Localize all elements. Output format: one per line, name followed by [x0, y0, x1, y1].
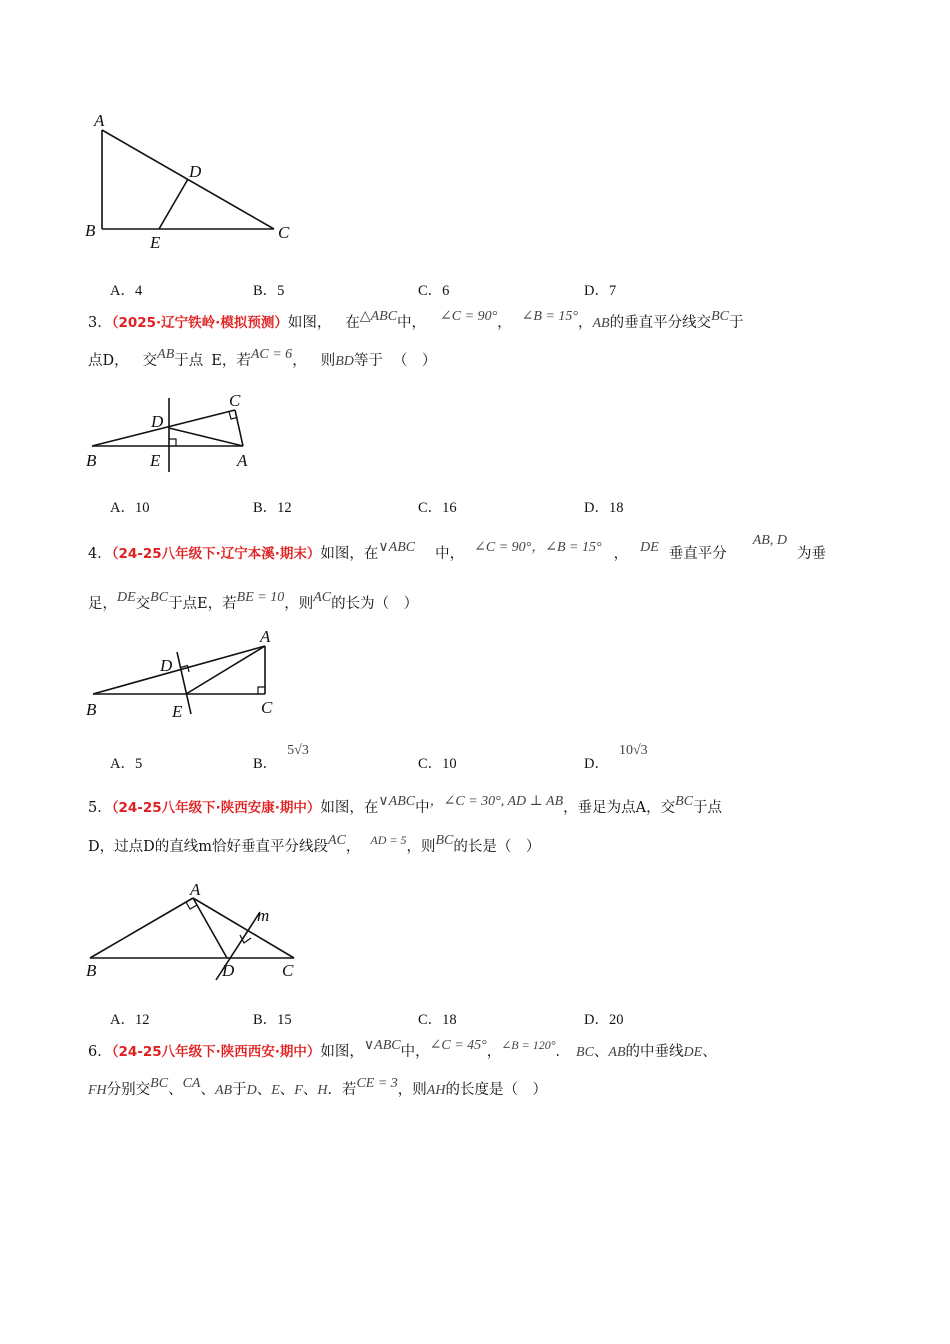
segment-ea [186, 646, 265, 694]
label-d: D [222, 961, 235, 980]
segment-ad [193, 898, 227, 958]
option-d[interactable]: D．7 [584, 283, 617, 299]
segment-ca [235, 410, 243, 446]
segment-ba [90, 898, 193, 958]
option-a[interactable]: A．4 [110, 283, 143, 299]
option-b[interactable]: B．15 [253, 1012, 292, 1028]
label-d: D [189, 162, 202, 181]
label-a: A [190, 880, 201, 899]
option-c[interactable]: C．6 [418, 283, 450, 299]
option-a[interactable]: A．5 [110, 756, 143, 772]
label-m: m [257, 906, 270, 925]
option-c[interactable]: C．16 [418, 500, 457, 516]
q5-source: （24-25八年级下·陕西安康·期中） [111, 800, 321, 816]
label-b: B [85, 221, 96, 240]
label-e: E [172, 702, 183, 721]
option-c[interactable]: C．10 [418, 756, 457, 772]
q6-source: （24-25八年级下·陕西西安·期中） [111, 1044, 321, 1060]
label-d: D [160, 656, 173, 675]
segment-da [169, 428, 243, 446]
q4-source: （24-25八年级下·辽宁本溪·期末） [111, 546, 321, 562]
figure-q3 [80, 388, 270, 473]
label-b: B [86, 961, 97, 980]
label-c: C [261, 698, 273, 717]
q4-line2: 足，DE交BC于点E，若BE = 10，则AC的长为（ ） [88, 590, 419, 612]
right-angle-c [258, 687, 265, 694]
q5-number: 5． [88, 800, 112, 816]
q3-source: （2025·辽宁铁岭·模拟预测） [111, 315, 288, 331]
q3-line1: 3．（2025·辽宁铁岭·模拟预测）如图， 在△ABC中， ∠C = 90°， ∠B = 15°，AB的垂直平分线交BC于 [88, 309, 744, 331]
label-c: C [278, 223, 290, 242]
label-a: A [237, 451, 248, 470]
q4-line1: 4．（24-25八年级下·辽宁本溪·期末）如图，在∨ABC 中， ∠C = 90°，∠B = 15° ， DE 垂直平分AB, D为垂 [88, 533, 826, 562]
figure-q4 [80, 626, 290, 721]
label-b: B [86, 451, 97, 470]
segment-bc [92, 410, 235, 446]
right-angle-e [169, 439, 176, 446]
q6-line2: FH分别交BC、CA、AB于D、E、F、H．若CE = 3，则AH的长度是（ ） [88, 1076, 547, 1098]
option-d-math: 10√3 [618, 743, 648, 758]
segment-ac [193, 898, 294, 958]
option-a[interactable]: A．12 [110, 1012, 150, 1028]
q6-line1: 6．（24-25八年级下·陕西西安·期中）如图，∨ABC中，∠C = 45°，$^{\angle B = 120^\circ}$． BC、AB的中垂线DE、 [88, 1038, 717, 1060]
label-d: D [151, 412, 164, 431]
q6-number: 6． [88, 1044, 112, 1060]
option-b[interactable]: B．5 [253, 283, 285, 299]
option-d[interactable]: D．10√3 [584, 743, 648, 772]
option-c[interactable]: C．18 [418, 1012, 457, 1028]
q5-line1: 5．（24-25八年级下·陕西安康·期中）如图，在∨ABC中，∠C = 30°, AD ⊥ AB，垂足为点A，交BC于点 [88, 794, 723, 816]
label-c: C [229, 391, 241, 410]
figure-q2 [80, 108, 310, 253]
q5-line2: D，过点D的直线m恰好垂直平分线段AC， $^{AD = 5}$，则BC的长是（ ） [88, 833, 541, 855]
q4-number: 4． [88, 546, 112, 562]
segment-de [159, 179, 188, 229]
option-a[interactable]: A．10 [110, 500, 150, 516]
q3-line2: 点D， 交AB于点 E，若AC = 6， 则BD等于 （ ） [88, 347, 437, 369]
label-c: C [282, 961, 294, 980]
label-e: E [150, 451, 161, 470]
label-e: E [150, 233, 161, 252]
option-b[interactable]: B．5√3 [253, 743, 309, 772]
option-d[interactable]: D．20 [584, 1012, 624, 1028]
option-b-math: 5√3 [287, 743, 309, 758]
segment-ba [93, 646, 265, 694]
label-b: B [86, 700, 97, 719]
figure-q5 [80, 876, 310, 981]
q3-number: 3． [88, 315, 112, 331]
option-d[interactable]: D．18 [584, 500, 624, 516]
label-a: A [94, 111, 105, 130]
option-b[interactable]: B．12 [253, 500, 292, 516]
label-a: A [260, 627, 271, 646]
